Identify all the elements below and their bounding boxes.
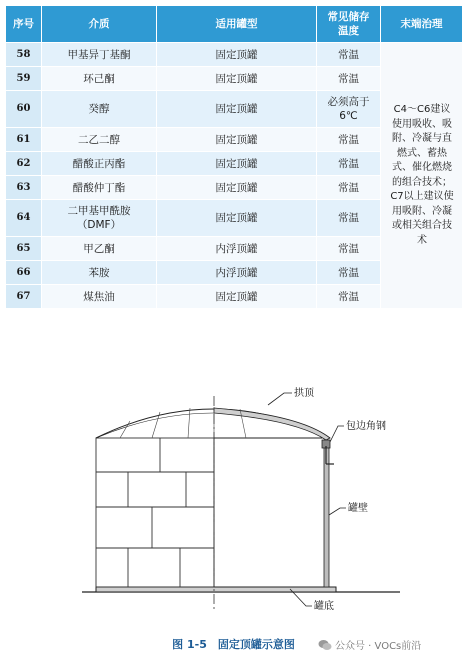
row-serial: 62 (6, 152, 42, 176)
row-tank-type: 固定顶罐 (157, 91, 317, 128)
row-medium-text: 二甲基甲酰胺（DMF） (67, 205, 131, 231)
row-serial: 67 (6, 285, 42, 309)
row-serial: 63 (6, 176, 42, 200)
figure-caption: 图 1-5 固定顶罐示意图 (172, 638, 295, 651)
header-tank-type: 适用罐型 (157, 6, 317, 43)
row-medium: 甲乙酮 (42, 237, 157, 261)
row-tank-type: 内浮顶罐 (157, 237, 317, 261)
medium-table-container (5, 5, 462, 309)
medium-table (5, 5, 463, 309)
tank-wall-cutaway (96, 438, 214, 587)
row-medium: 癸醇 (42, 91, 157, 128)
row-temp: 常温 (317, 176, 381, 200)
row-serial: 66 (6, 261, 42, 285)
header-storage-temp-text: 常见储存温度 (327, 11, 370, 37)
row-serial: 61 (6, 128, 42, 152)
row-tank-type: 内浮顶罐 (157, 261, 317, 285)
row-tank-type: 固定顶罐 (157, 43, 317, 67)
wechat-icon (318, 639, 332, 654)
row-temp: 常温 (317, 237, 381, 261)
row-temp: 常温 (317, 67, 381, 91)
header-medium: 介质 (42, 6, 157, 43)
row-medium (42, 200, 157, 237)
treatment-cell (381, 43, 463, 309)
row-temp: 常温 (317, 285, 381, 309)
row-serial: 65 (6, 237, 42, 261)
row-serial: 58 (6, 43, 42, 67)
row-temp: 常温 (317, 152, 381, 176)
row-tank-type: 固定顶罐 (157, 285, 317, 309)
row-temp (317, 91, 381, 128)
row-temp: 常温 (317, 261, 381, 285)
header-serial: 序号 (6, 6, 42, 43)
row-tank-type: 固定顶罐 (157, 200, 317, 237)
treatment-text: C4～C6建议使用吸收、吸附、冷凝与直燃式、蓄热式、催化燃烧的组合技术；C7以上建议使用吸附、冷凝或相关组合技术 (390, 104, 454, 246)
label-bottom: 罐底 (314, 601, 334, 612)
row-medium: 环己酮 (42, 67, 157, 91)
header-treatment: 末端治理 (381, 6, 463, 43)
row-tank-type: 固定顶罐 (157, 152, 317, 176)
label-roof: 拱顶 (294, 388, 314, 399)
row-temp-text: 必须高于6℃ (327, 96, 370, 122)
row-medium: 醋酸正丙酯 (42, 152, 157, 176)
tank-shell (214, 438, 329, 587)
row-tank-type: 固定顶罐 (157, 128, 317, 152)
table-header-row (6, 6, 463, 43)
watermark-text: 公众号 · VOCs前沿 (335, 641, 422, 652)
table-row (6, 43, 463, 67)
fixed-roof-tank-diagram (0, 360, 467, 666)
row-serial: 64 (6, 200, 42, 237)
label-angle-steel: 包边角钢 (346, 421, 386, 432)
row-tank-type: 固定顶罐 (157, 67, 317, 91)
dome-roof (96, 407, 330, 440)
header-storage-temp (317, 6, 381, 43)
watermark (318, 637, 421, 654)
row-serial: 60 (6, 91, 42, 128)
label-wall: 罐壁 (348, 503, 368, 514)
row-medium: 醋酸仲丁酯 (42, 176, 157, 200)
row-serial: 59 (6, 67, 42, 91)
leader-lines (268, 393, 346, 606)
row-medium: 甲基异丁基酮 (42, 43, 157, 67)
row-temp: 常温 (317, 200, 381, 237)
row-medium: 煤焦油 (42, 285, 157, 309)
row-medium: 苯胺 (42, 261, 157, 285)
row-tank-type: 固定顶罐 (157, 176, 317, 200)
row-temp: 常温 (317, 43, 381, 67)
tank-bottom-plate (96, 587, 336, 592)
row-medium: 二乙二醇 (42, 128, 157, 152)
row-temp: 常温 (317, 128, 381, 152)
